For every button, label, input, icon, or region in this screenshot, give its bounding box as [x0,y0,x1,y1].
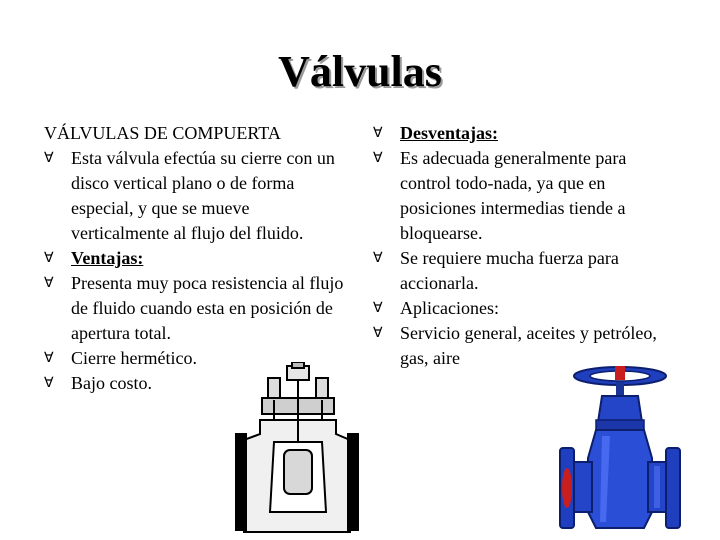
right-column [373,121,673,371]
bullet-icon: ∀ [44,150,54,166]
advantages-label: Ventajas: [71,248,144,268]
list-item: ∀ Bajo costo. [44,371,344,396]
bullet-icon: ∀ [44,275,54,291]
list-item: ∀ Aplicaciones: [373,296,673,321]
list-item: ∀ Se requiere mucha fuerza para accionarla. [373,248,619,293]
list-item [373,121,673,146]
left-column [44,121,344,396]
list-item: ∀ Esta válvula efectúa su cierre con un disco vertical plano o de forma especial, y que se mueve verticalmente al flujo del fluido. [44,148,335,243]
list-item [44,246,344,271]
bullet-icon: ∀ [44,250,54,266]
bullet-icon: ∀ [44,350,54,366]
bullet-icon: ∀ [373,125,383,141]
disadvantages-label: Desventajas: [400,123,498,143]
bullet-icon: ∀ [373,250,383,266]
bullet-icon: ∀ [373,150,383,166]
list-item: ∀ Servicio general, aceites y petróleo, gas, aire [373,323,657,368]
list-item: ∀ Cierre hermético. [44,346,344,371]
bullet-icon: ∀ [373,325,383,341]
blue-gate-valve-icon [556,362,686,540]
section-heading: VÁLVULAS DE COMPUERTA [44,123,281,143]
list-item: ∀ Es adecuada generalmente para control todo-nada, ya que en posiciones intermedias tiende a bloquearse. [373,148,627,243]
list-item: ∀ Presenta muy poca resistencia al flujo de fluido cuando esta en posición de apertura total. [44,273,344,343]
gate-valve-diagram-icon [232,362,362,540]
slide-title: Válvulas [278,47,442,96]
bullet-icon: ∀ [373,300,383,316]
bullet-icon: ∀ [44,375,54,391]
